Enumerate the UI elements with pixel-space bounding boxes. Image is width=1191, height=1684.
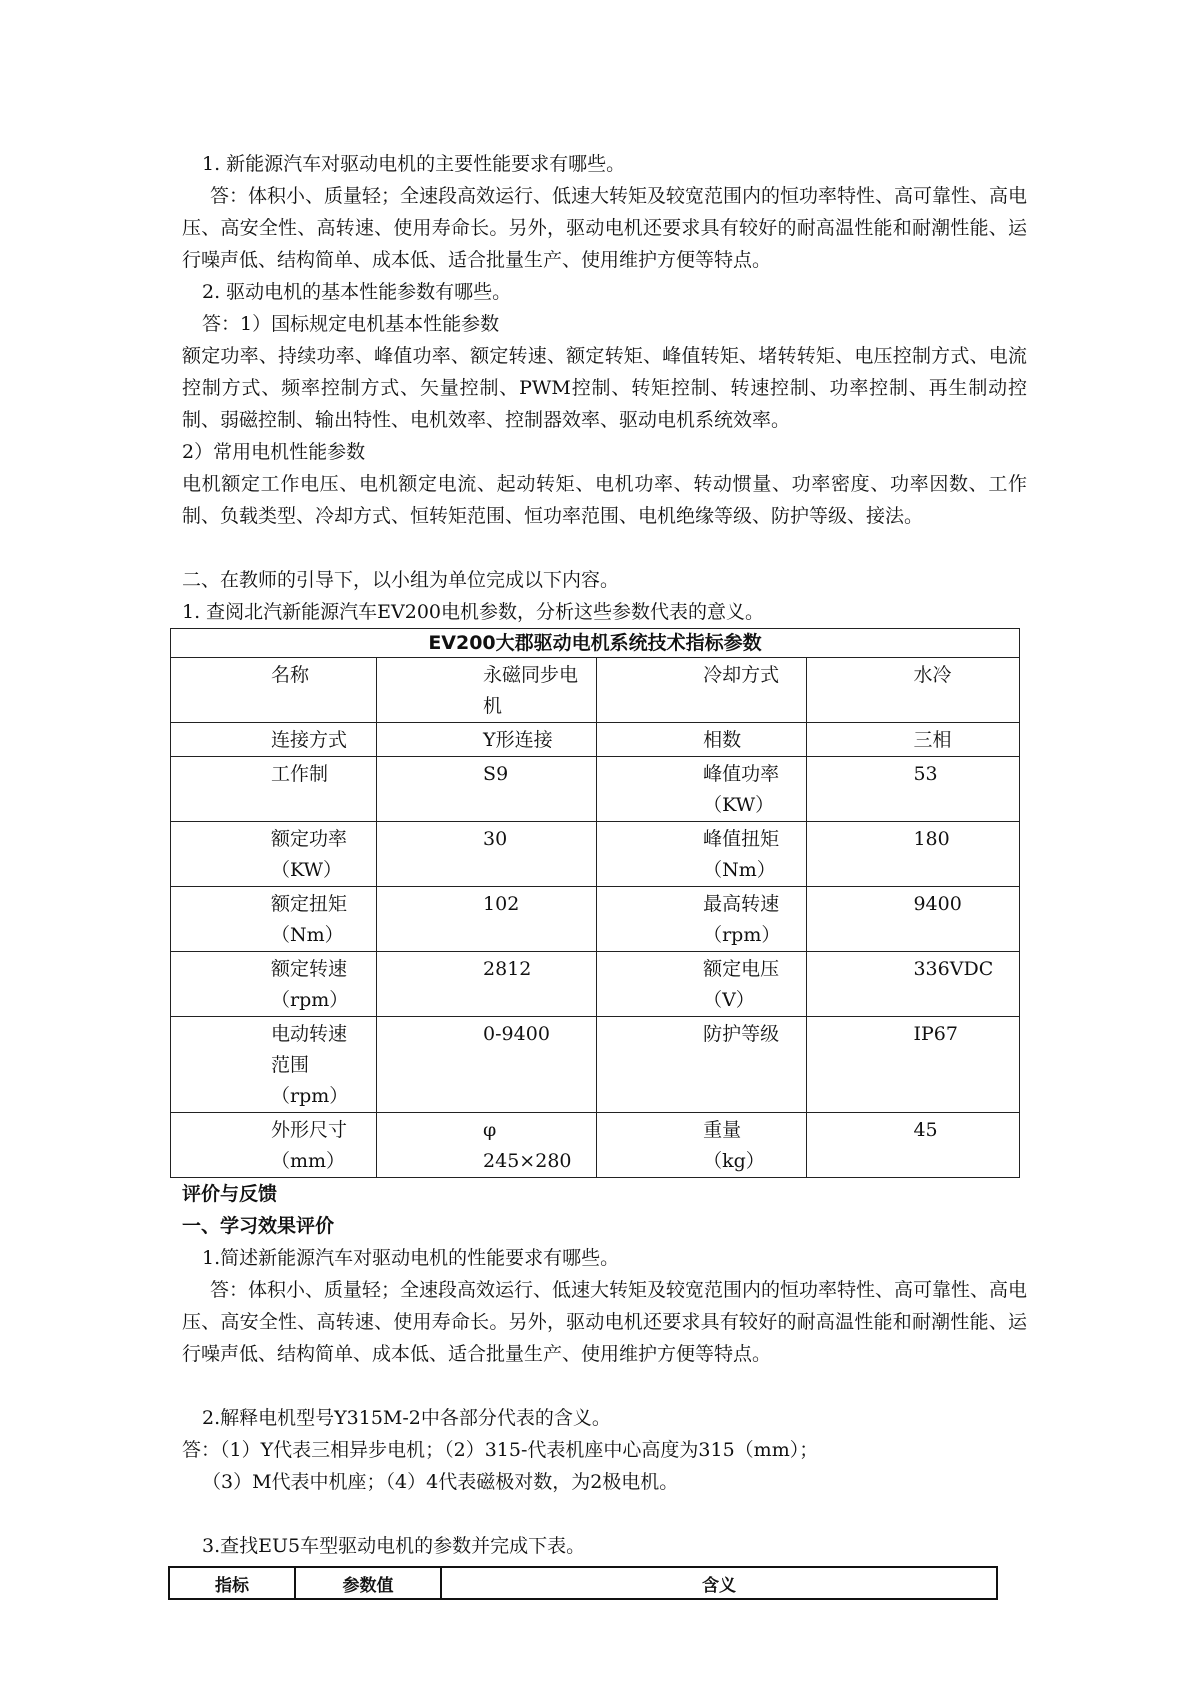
section-2-task: 1. 查阅北汽新能源汽车EV200电机参数，分析这些参数代表的意义。 <box>182 601 765 623</box>
table-cell: 相数 <box>597 723 807 757</box>
answer-2-heading: 答：1）国标规定电机基本性能参数 <box>202 313 500 335</box>
table-cell: 额定电压（V） <box>597 952 807 1017</box>
table-title-row <box>171 629 1020 658</box>
question-2: 2. 驱动电机的基本性能参数有哪些。 <box>202 281 512 303</box>
table-title: EV200大郡驱动电机系统技术指标参数 <box>171 629 1020 658</box>
table-cell: 53 <box>807 757 1020 822</box>
table-cell: 水冷 <box>807 658 1020 723</box>
spacer <box>182 1498 1027 1530</box>
spacer <box>182 532 1027 564</box>
table-cell: 30 <box>377 822 597 887</box>
section-2-heading: 二、在教师的引导下，以小组为单位完成以下内容。 <box>182 569 620 591</box>
table-cell: 重量（kg） <box>597 1113 807 1178</box>
table-cell: 102 <box>377 887 597 952</box>
eu5-header-indicator: 指标 <box>169 1567 295 1599</box>
table-cell: IP67 <box>807 1017 1020 1113</box>
table-cell: φ 245×280 <box>377 1113 597 1178</box>
eval-question-3: 3.查找EU5车型驱动电机的参数并完成下表。 <box>202 1535 586 1557</box>
table-cell: 名称 <box>171 658 377 723</box>
eval-answer-1: 答：体积小、质量轻；全速段高效运行、低速大转矩及较宽范围内的恒功率特性、高可靠性、高电压、高安全性、高转速、使用寿命长。另外，驱动电机还要求具有较好的耐高温性能和耐潮性能、运行噪声低、结构简单、成本低、适合批量生产、使用维护方便等特点。 <box>182 1279 1028 1365</box>
eval-question-2: 2.解释电机型号Y315M-2中各部分代表的含义。 <box>202 1407 611 1429</box>
spacer <box>182 1370 1027 1402</box>
table-row <box>171 952 1020 1017</box>
table-cell: 额定功率（KW） <box>171 822 377 887</box>
table-cell: 336VDC <box>807 952 1020 1017</box>
spec-table-body <box>171 658 1020 1178</box>
answer-2-subheading: 2）常用电机性能参数 <box>182 441 366 463</box>
eu5-header-meaning: 含义 <box>441 1567 997 1599</box>
table-cell: 工作制 <box>171 757 377 822</box>
table-cell: 永磁同步电机 <box>377 658 597 723</box>
table-cell: 外形尺寸（mm） <box>171 1113 377 1178</box>
table-cell: 额定转速（rpm） <box>171 952 377 1017</box>
table-cell: S9 <box>377 757 597 822</box>
table-row <box>171 723 1020 757</box>
evaluation-subheading: 一、学习效果评价 <box>182 1215 335 1237</box>
table-cell: 峰值扭矩（Nm） <box>597 822 807 887</box>
answer-1: 答：体积小、质量轻；全速段高效运行、低速大转矩及较宽范围内的恒功率特性、高可靠性、高电压、高安全性、高转速、使用寿命长。另外，驱动电机还要求具有较好的耐高温性能和耐潮性能、运行噪声低、结构简单、成本低、适合批量生产、使用维护方便等特点。 <box>182 185 1028 271</box>
table-row <box>171 822 1020 887</box>
table-cell: 最高转速（rpm） <box>597 887 807 952</box>
eu5-header-value: 参数值 <box>295 1567 441 1599</box>
evaluation-heading: 评价与反馈 <box>182 1183 278 1205</box>
eu5-table <box>168 1566 998 1600</box>
table-cell: 峰值功率（KW） <box>597 757 807 822</box>
table-cell: 2812 <box>377 952 597 1017</box>
table-row <box>171 757 1020 822</box>
table-cell: 额定扭矩（Nm） <box>171 887 377 952</box>
eval-question-1: 1.简述新能源汽车对驱动电机的性能要求有哪些。 <box>202 1247 620 1269</box>
question-1: 1. 新能源汽车对驱动电机的主要性能要求有哪些。 <box>202 153 626 175</box>
table-cell: 0-9400 <box>377 1017 597 1113</box>
document-page <box>182 148 1027 1600</box>
table-cell: 电动转速范围（rpm） <box>171 1017 377 1113</box>
table-row <box>171 1017 1020 1113</box>
table-cell: 防护等级 <box>597 1017 807 1113</box>
answer-2-body: 额定功率、持续功率、峰值功率、额定转速、额定转矩、峰值转矩、堵转转矩、电压控制方式、电流控制方式、频率控制方式、矢量控制、PWM控制、转矩控制、转速控制、功率控制、再生制动控制、弱磁控制、输出特性、电机效率、控制器效率、驱动电机系统效率。 <box>182 345 1027 431</box>
eu5-header-row <box>169 1567 997 1599</box>
eval-answer-2-line2: （3）M代表中机座；（4）4代表磁极对数，为2极电机。 <box>202 1471 679 1493</box>
table-cell: Y形连接 <box>377 723 597 757</box>
table-cell: 9400 <box>807 887 1020 952</box>
table-cell: 45 <box>807 1113 1020 1178</box>
spec-table <box>170 628 1020 1178</box>
answer-2-sub-body: 电机额定工作电压、电机额定电流、起动转矩、电机功率、转动惯量、功率密度、功率因数、工作制、负载类型、冷却方式、恒转矩范围、恒功率范围、电机绝缘等级、防护等级、接法。 <box>182 473 1027 527</box>
eval-answer-2-line1: 答：（1）Y代表三相异步电机；（2）315-代表机座中心高度为315（mm）； <box>182 1439 819 1461</box>
table-row <box>171 1113 1020 1178</box>
table-cell: 冷却方式 <box>597 658 807 723</box>
table-cell: 180 <box>807 822 1020 887</box>
table-row <box>171 658 1020 723</box>
table-row <box>171 887 1020 952</box>
table-cell: 连接方式 <box>171 723 377 757</box>
table-cell: 三相 <box>807 723 1020 757</box>
